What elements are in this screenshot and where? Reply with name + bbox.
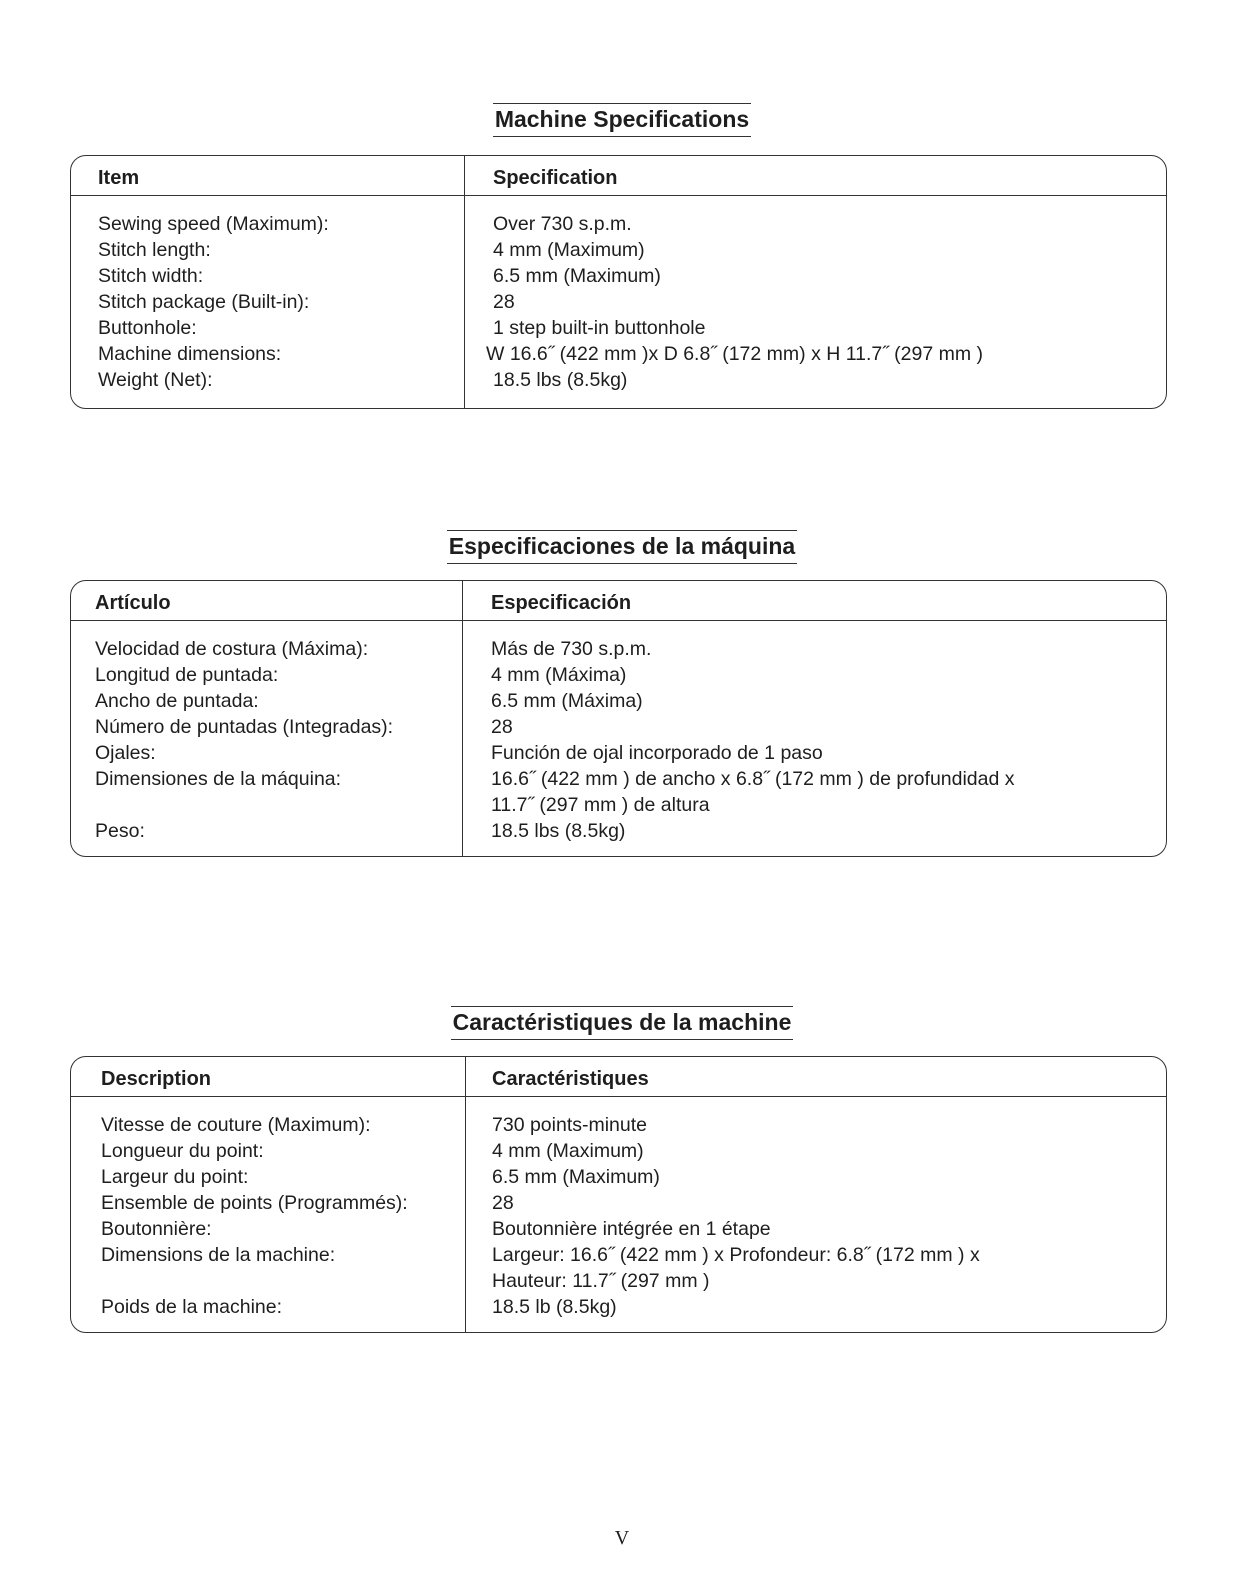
spec-row: Weight (Net): 18.5 lbs (8.5kg) [98, 369, 628, 391]
spec-row: Poids de la machine: 18.5 lb (8.5kg) [101, 1296, 617, 1318]
spec-row: Ojales: Función de ojal incorporado de 1 paso [95, 742, 823, 764]
spec-row: Stitch width: 6.5 mm (Maximum) [98, 265, 661, 287]
spec-row: Dimensions de la machine: Largeur: 16.6˝ (422 mm ) x Profondeur: 6.8˝ (172 mm ) x [101, 1244, 980, 1266]
spec-row: Buttonhole: 1 step built-in buttonhole [98, 317, 706, 339]
header-separator [71, 1096, 1166, 1097]
header-item: Item [98, 167, 140, 189]
spec-row: Longueur du point: 4 mm (Maximum) [101, 1140, 644, 1162]
spec-row: Longitud de puntada: 4 mm (Máxima) [95, 664, 627, 686]
spec-row: Machine dimensions: W 16.6˝ (422 mm )x D 6.8˝ (172 mm) x H 11.7˝ (297 mm ) [98, 343, 983, 365]
section-title-spanish [0, 530, 1244, 564]
spec-row: Vitesse de couture (Maximum): 730 points-minute [101, 1114, 648, 1136]
header-separator [71, 620, 1166, 621]
title-text: Caractéristiques de la machine [451, 1006, 794, 1040]
title-text: Machine Specifications [493, 103, 751, 137]
spec-row: Stitch length: 4 mm (Maximum) [98, 239, 645, 261]
spec-row: Hauteur: 11.7˝ (297 mm ) [492, 1270, 710, 1292]
title-text: Especificaciones de la máquina [447, 530, 797, 564]
spec-row: Dimensiones de la máquina: 16.6˝ (422 mm ) de ancho x 6.8˝ (172 mm ) de profundidad x [95, 768, 1015, 790]
spec-rows [95, 636, 1166, 844]
spec-row: 11.7˝ (297 mm ) de altura [491, 794, 710, 816]
header-description: Description [101, 1068, 212, 1090]
spec-table-french [70, 1056, 1167, 1333]
page-number: V [614, 1527, 630, 1549]
spec-row: Número de puntadas (Integradas): 28 [95, 716, 513, 738]
header-caracteristiques: Caractéristiques [492, 1068, 649, 1090]
header-especificacion: Especificación [491, 592, 632, 614]
spec-rows [101, 1112, 1166, 1320]
spec-table-spanish [70, 580, 1167, 857]
section-title-french [0, 1006, 1244, 1040]
spec-row: Largeur du point: 6.5 mm (Maximum) [101, 1166, 660, 1188]
section-title-english [0, 103, 1244, 137]
spec-row: Velocidad de costura (Máxima): Más de 730 s.p.m. [95, 638, 652, 660]
spec-row: Sewing speed (Maximum): Over 730 s.p.m. [98, 213, 632, 235]
spec-rows [98, 211, 1166, 393]
spec-table-english [70, 155, 1167, 409]
header-articulo: Artículo [95, 592, 171, 614]
spec-row: Ensemble de points (Programmés): 28 [101, 1192, 514, 1214]
spec-row: Boutonnière: Boutonnière intégrée en 1 étape [101, 1218, 771, 1240]
header-specification: Specification [493, 167, 618, 189]
spec-row: Stitch package (Built-in): 28 [98, 291, 515, 313]
header-separator [71, 195, 1166, 196]
spec-row: Ancho de puntada: 6.5 mm (Máxima) [95, 690, 643, 712]
spec-row: Peso: 18.5 lbs (8.5kg) [95, 820, 626, 842]
